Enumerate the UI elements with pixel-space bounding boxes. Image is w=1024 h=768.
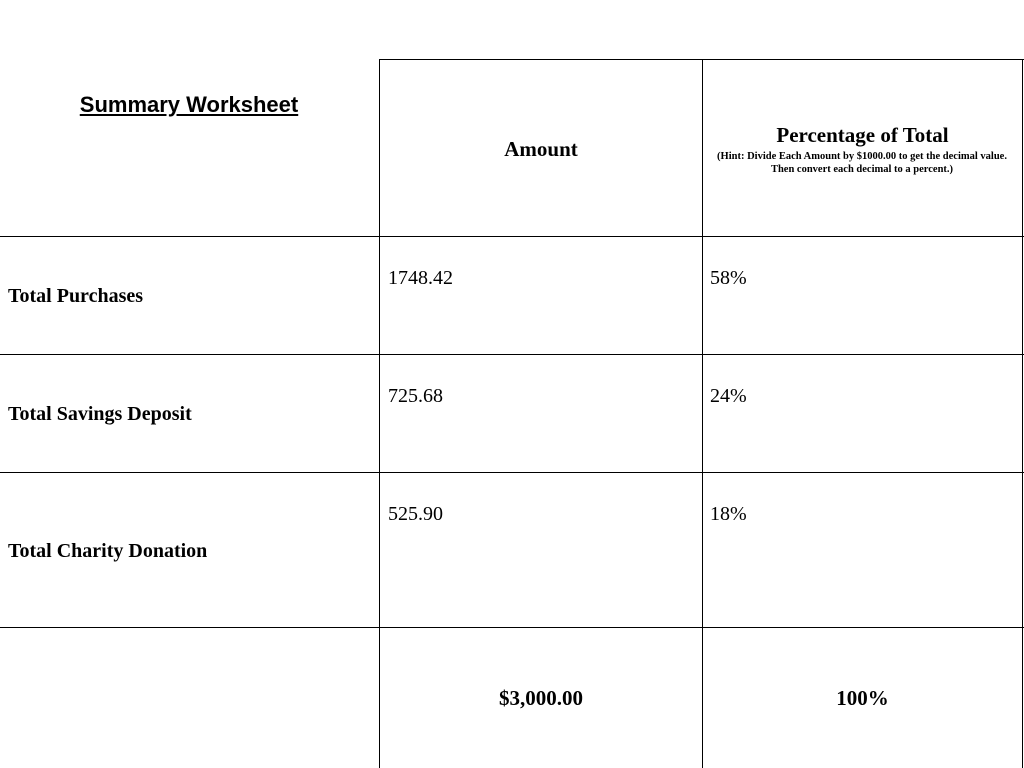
row-label-charity: Total Charity Donation xyxy=(8,540,208,562)
grid-line-right xyxy=(1022,59,1023,768)
row-percent-purchases: 58% xyxy=(710,267,747,289)
grid-line-header-bottom xyxy=(0,236,1024,237)
column-header-percentage: Percentage of Total xyxy=(776,123,949,147)
total-amount: $3,000.00 xyxy=(499,686,583,710)
row-amount-savings: 725.68 xyxy=(388,385,443,407)
page-title: Summary Worksheet xyxy=(79,92,299,117)
grid-line-col1 xyxy=(379,59,380,768)
row-label-savings: Total Savings Deposit xyxy=(8,403,192,425)
row-amount-charity: 525.90 xyxy=(388,503,443,525)
grid-line-col2 xyxy=(702,59,703,768)
grid-line-row2-bottom xyxy=(0,472,1024,473)
total-percent: 100% xyxy=(836,686,889,710)
grid-line-row3-bottom xyxy=(0,627,1024,628)
column-header-amount: Amount xyxy=(504,137,578,161)
row-label-purchases: Total Purchases xyxy=(8,285,144,307)
grid-line-row1-bottom xyxy=(0,354,1024,355)
row-percent-charity: 18% xyxy=(710,503,747,525)
row-amount-purchases: 1748.42 xyxy=(388,267,453,289)
row-percent-savings: 24% xyxy=(710,385,747,407)
column-header-hint: (Hint: Divide Each Amount by $1000.00 to get the decimal value. Then convert each decimal to a percent.) xyxy=(717,151,1007,175)
